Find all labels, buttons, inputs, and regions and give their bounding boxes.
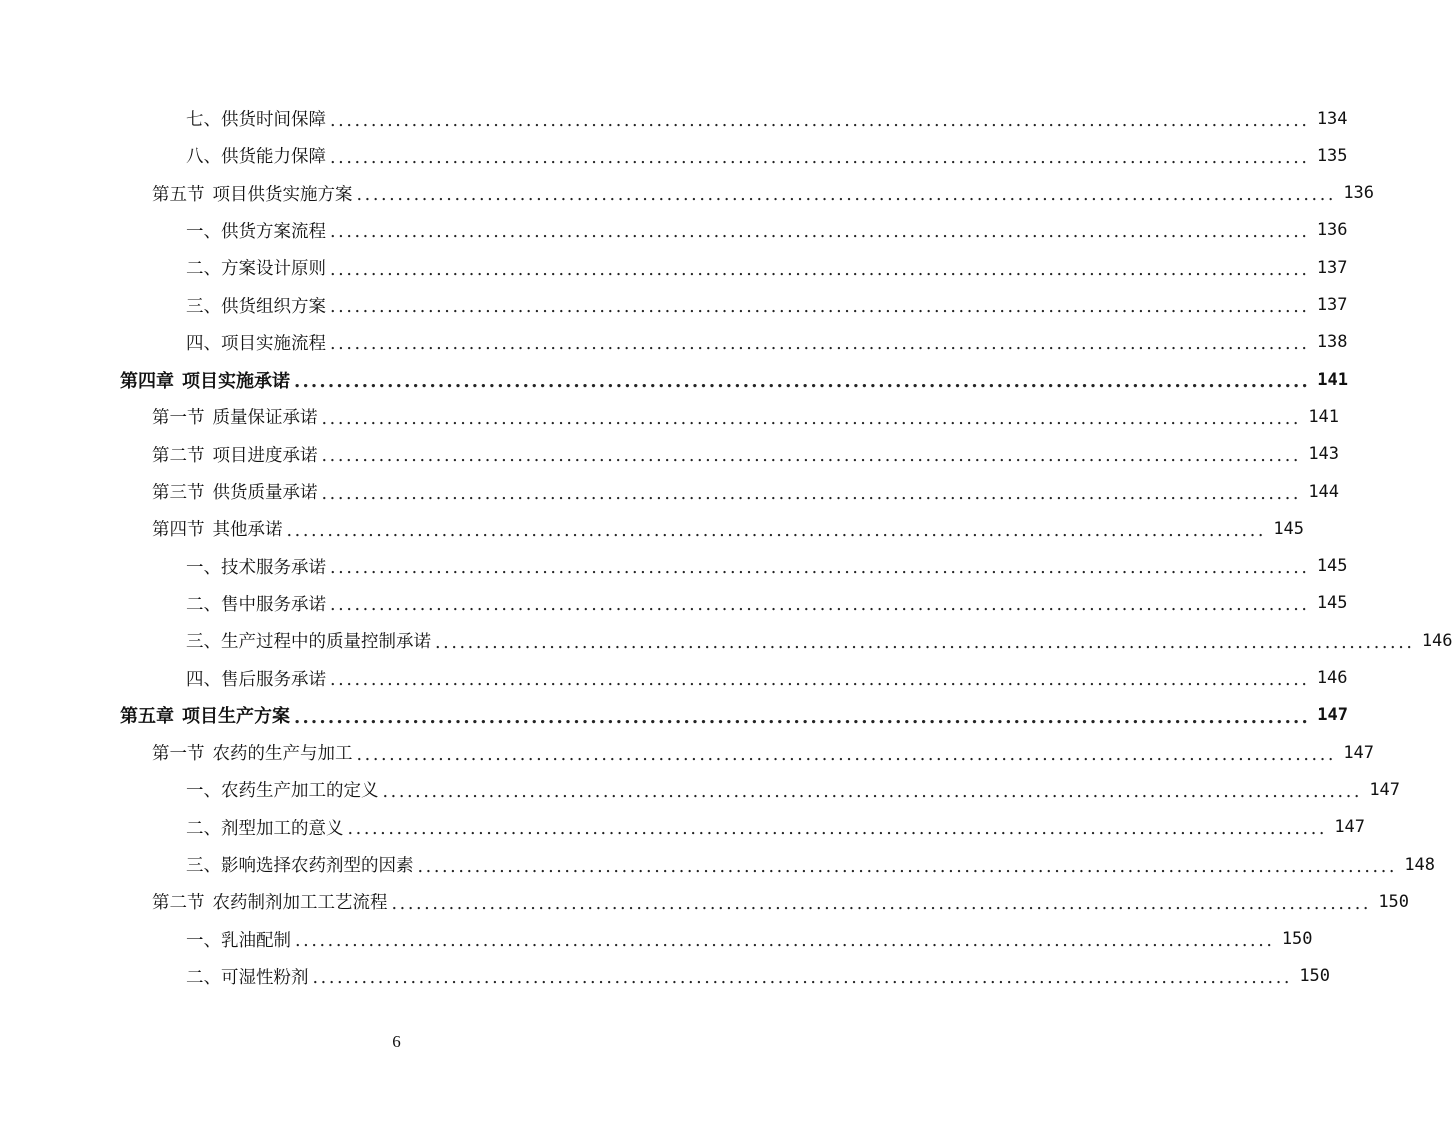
toc-entry-page: 144 <box>1308 481 1340 502</box>
toc-entry-number: 一、 <box>186 781 221 802</box>
dot-leader: ........................................................................................................................ <box>330 670 1310 690</box>
dot-leader: ........................................................................................................................ <box>321 408 1302 429</box>
toc-entry-page: 146 <box>1316 668 1348 688</box>
toc-entry-number: 二、 <box>186 818 221 839</box>
toc-entry-number: 一、 <box>186 557 221 578</box>
toc-entry[interactable] <box>186 958 1331 995</box>
toc-entry-label <box>186 964 309 989</box>
toc-entry-number: 四、 <box>186 669 221 690</box>
dot-leader: ........................................................................................................................ <box>330 147 1310 168</box>
toc-entry-label <box>186 255 326 280</box>
toc-entry-label <box>186 218 326 243</box>
toc-entry-number: 一、 <box>186 221 221 242</box>
dot-leader: ........................................................................................................................ <box>382 781 1363 802</box>
toc-entry-page: 137 <box>1316 295 1348 315</box>
toc-entry[interactable] <box>186 324 1348 361</box>
toc-entry-title: 技术服务承诺 <box>221 557 326 578</box>
toc-entry[interactable] <box>120 361 1348 398</box>
toc-entry-title: 供货能力保障 <box>221 147 326 168</box>
toc-entry-number: 四、 <box>186 333 221 354</box>
toc-entry-label <box>186 106 326 131</box>
dot-leader: ........................................................................................................................ <box>330 297 1310 317</box>
toc-entry-label <box>152 404 318 429</box>
toc-entry[interactable] <box>186 771 1401 808</box>
page-number: 6 <box>392 1032 401 1051</box>
toc-entry-title: 项目供货实施方案 <box>212 184 353 205</box>
toc-entry-label <box>152 889 388 914</box>
toc-entry-page: 145 <box>1316 593 1348 614</box>
toc-entry-title: 项目实施流程 <box>221 333 326 354</box>
toc-entry-title: 项目生产方案 <box>182 706 290 728</box>
toc-entry[interactable] <box>186 622 1453 659</box>
toc-entry-page: 138 <box>1316 332 1348 353</box>
toc-entry-label <box>152 516 283 541</box>
toc-entry-page: 134 <box>1316 108 1348 129</box>
dot-leader: ........................................................................................................................ <box>330 595 1310 616</box>
toc-entry-page: 146 <box>1421 630 1453 651</box>
toc-entry-number: 第一节 <box>152 744 205 765</box>
toc-entry-number: 第二节 <box>152 445 205 466</box>
dot-leader: ........................................................................................................................ <box>330 110 1310 131</box>
toc-entry-label <box>186 666 326 691</box>
toc-entry-number: 七、 <box>186 110 221 130</box>
toc-entry-label <box>186 293 326 318</box>
toc-entry[interactable] <box>186 548 1348 585</box>
toc-entry-label <box>120 702 290 728</box>
toc-entry-label <box>186 591 326 616</box>
toc-entry-number: 第二节 <box>152 893 205 914</box>
toc-entry-title: 项目实施承诺 <box>182 370 290 392</box>
toc-entry-page: 147 <box>1317 705 1348 726</box>
toc-entry-page: 136 <box>1316 220 1348 241</box>
dot-leader: ........................................................................................................................ <box>312 968 1293 989</box>
toc-entry-label <box>152 442 318 467</box>
toc-entry[interactable] <box>152 436 1340 473</box>
toc-entry-label <box>186 330 326 355</box>
toc-entry-number: 第四章 <box>120 370 174 392</box>
toc-entry[interactable] <box>152 734 1375 771</box>
toc-entry-page: 145 <box>1273 518 1305 539</box>
dot-leader: ........................................................................................................................ <box>321 446 1302 467</box>
dot-leader: ........................................................................................................................ <box>330 558 1310 579</box>
toc-entry-title: 售后服务承诺 <box>221 669 326 690</box>
dot-leader: ........................................................................................................................ <box>321 483 1302 504</box>
dot-leader: ........................................................................................................................ <box>286 520 1267 541</box>
toc-entry-title: 农药生产加工的定义 <box>221 781 379 802</box>
toc-entry-label <box>186 143 326 168</box>
toc-entry-title: 农药制剂加工工艺流程 <box>212 893 388 914</box>
toc-entry-label <box>186 628 431 653</box>
toc-entry-title: 项目进度承诺 <box>212 445 318 466</box>
toc-entry-label <box>186 852 414 877</box>
toc-entry[interactable] <box>186 137 1348 174</box>
toc-entry-page: 136 <box>1343 183 1375 204</box>
toc-entry-title: 生产过程中的质量控制承诺 <box>221 632 431 653</box>
toc-entry-label <box>152 181 353 206</box>
toc-entry-title: 影响选择农药剂型的因素 <box>221 856 414 876</box>
toc-entry[interactable] <box>186 249 1348 286</box>
toc-entry-number: 第五章 <box>120 706 174 728</box>
toc-entry-title: 乳油配制 <box>221 930 291 951</box>
toc-entry-page: 150 <box>1299 966 1331 987</box>
dot-leader: ........................................................................................................................ <box>330 259 1310 280</box>
toc-entry-title: 剂型加工的意义 <box>221 818 344 839</box>
toc-entry-title: 供货时间保障 <box>221 110 326 130</box>
toc-entry-page: 147 <box>1369 779 1401 800</box>
toc-entry-number: 三、 <box>186 296 221 317</box>
toc-entry-title: 供货方案流程 <box>221 221 326 242</box>
toc-entry-number: 二、 <box>186 594 221 615</box>
toc-entry[interactable] <box>186 660 1348 697</box>
dot-leader: ........................................................................................................................ <box>435 632 1415 653</box>
toc-entry[interactable] <box>152 175 1375 212</box>
dot-leader: ........................................................................................................................ <box>347 819 1328 840</box>
toc-entry[interactable] <box>152 398 1340 435</box>
toc-entry-title: 可湿性粉剂 <box>221 967 309 988</box>
dot-leader: ........................................................................................................................ <box>330 222 1310 243</box>
toc-entry-number: 一、 <box>186 930 221 951</box>
toc-entry-title: 农药的生产与加工 <box>212 744 353 765</box>
toc-entry-number: 二、 <box>186 967 221 988</box>
toc-entry-label <box>120 367 290 393</box>
toc-entry-number: 第四节 <box>152 520 205 541</box>
toc-entry[interactable] <box>152 510 1305 547</box>
toc-entry-label <box>186 554 326 579</box>
toc-entry-title: 其他承诺 <box>212 520 283 541</box>
toc-entry-number: 第五节 <box>152 184 205 205</box>
toc-entry[interactable] <box>152 883 1410 920</box>
dot-leader: ........................................................................................................................ <box>294 706 1310 728</box>
toc-entry-page: 141 <box>1317 369 1348 390</box>
dot-leader: ........................................................................................................................ <box>294 371 1310 393</box>
toc-entry-title: 售中服务承诺 <box>221 594 326 615</box>
toc-entry-label <box>152 479 318 504</box>
toc-entry-page: 143 <box>1308 444 1340 465</box>
toc-entry[interactable] <box>186 585 1348 622</box>
dot-leader: ........................................................................................................................ <box>330 334 1310 355</box>
toc-entry[interactable] <box>186 846 1436 883</box>
toc-entry-number: 八、 <box>186 147 221 168</box>
toc-entry[interactable] <box>120 697 1348 734</box>
toc-entry-number: 第三节 <box>152 483 205 503</box>
toc-entry-page: 148 <box>1404 854 1436 875</box>
toc-entry-label <box>186 777 379 802</box>
toc-entry-page: 150 <box>1281 929 1313 950</box>
toc-entry[interactable] <box>186 921 1313 958</box>
toc-entry-page: 150 <box>1378 891 1410 912</box>
dot-leader: ........................................................................................................................ <box>356 185 1337 206</box>
dot-leader: ........................................................................................................................ <box>356 744 1337 765</box>
dot-leader: ........................................................................................................................ <box>417 856 1398 877</box>
toc-entry-title: 供货质量承诺 <box>212 483 318 503</box>
toc-entry[interactable] <box>152 473 1340 510</box>
toc-entry-page: 145 <box>1316 556 1348 577</box>
toc-entry[interactable] <box>186 809 1366 846</box>
toc-entry-page: 135 <box>1316 145 1348 166</box>
toc-entry-page: 147 <box>1334 817 1366 838</box>
toc-entry-page: 147 <box>1343 742 1375 763</box>
toc-entry-title: 供货组织方案 <box>221 296 326 317</box>
dot-leader: ........................................................................................................................ <box>391 893 1372 914</box>
toc-entry-page: 141 <box>1308 406 1340 427</box>
toc-entry-title: 方案设计原则 <box>221 259 326 280</box>
toc-entry-number: 二、 <box>186 259 221 280</box>
toc-entry-number: 第一节 <box>152 408 205 429</box>
toc-entry-label <box>186 927 291 952</box>
toc-entry-number: 三、 <box>186 856 221 876</box>
toc-entry-title: 质量保证承诺 <box>212 408 318 429</box>
dot-leader: ........................................................................................................................ <box>295 931 1275 952</box>
toc-entry-number: 三、 <box>186 632 221 653</box>
toc-entry-label <box>152 740 353 765</box>
toc-entry-page: 137 <box>1316 257 1348 278</box>
toc-entry[interactable] <box>186 212 1348 249</box>
toc-entry[interactable] <box>186 100 1348 137</box>
toc-entry-label <box>186 815 344 840</box>
toc-entry[interactable] <box>186 287 1348 324</box>
